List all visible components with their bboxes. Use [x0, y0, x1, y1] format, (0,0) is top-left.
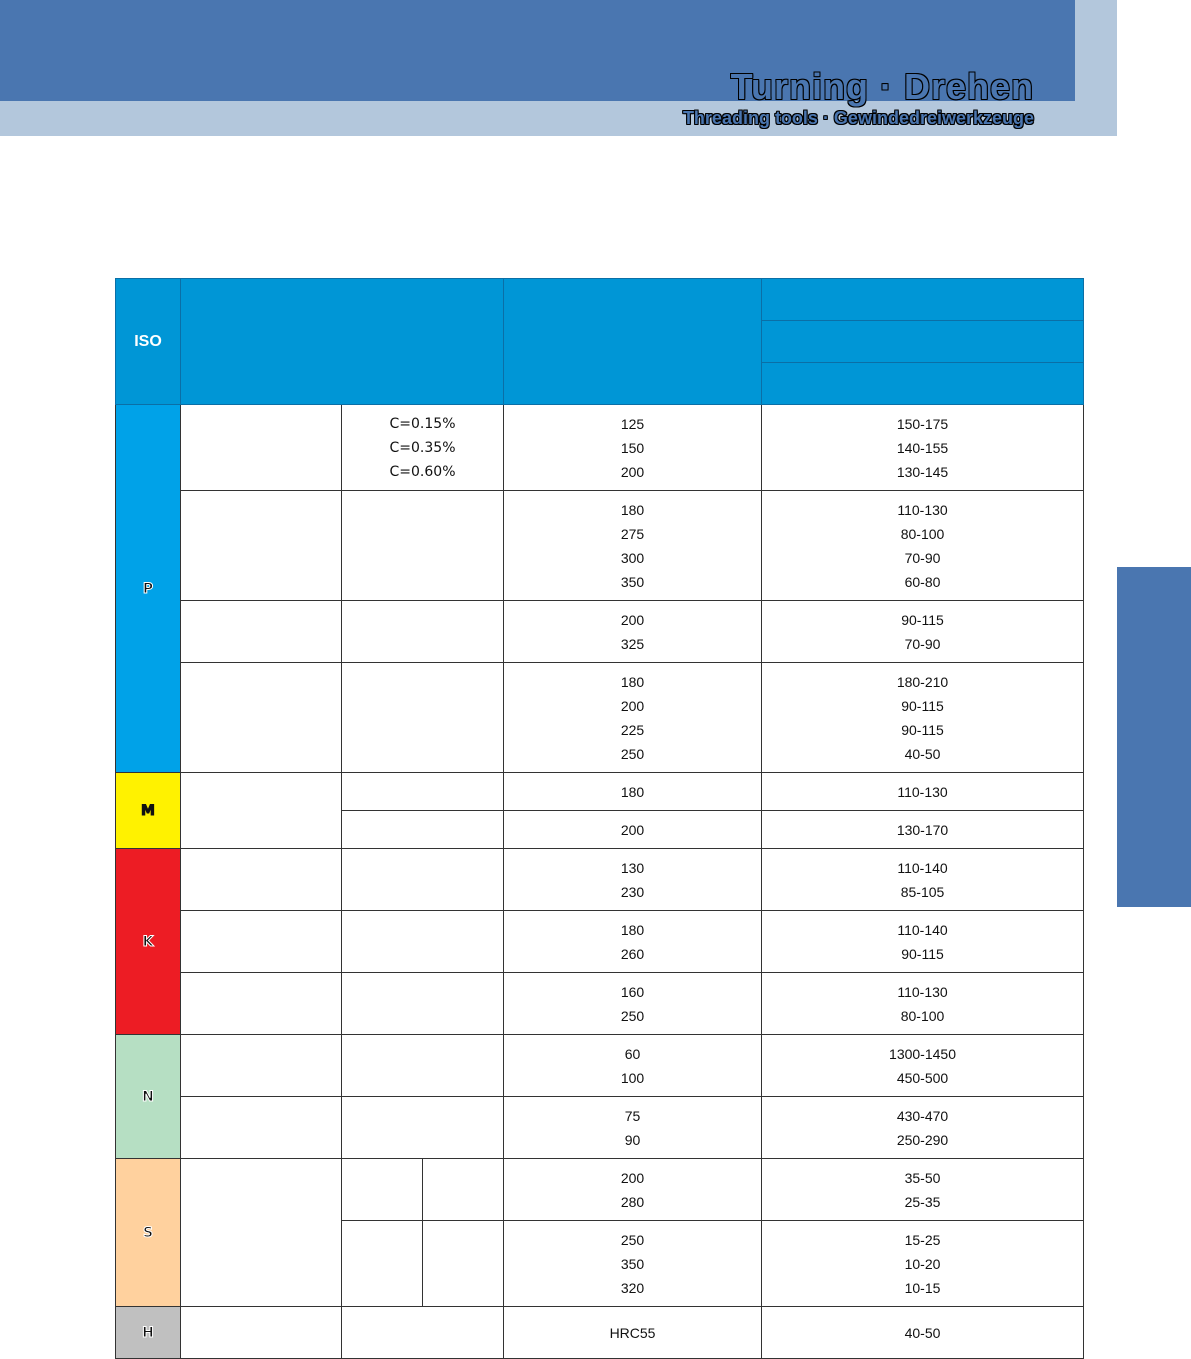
cell-value: 180-210: [896, 673, 949, 690]
table-row: [116, 405, 1084, 491]
cell-value: 35-50: [904, 1169, 941, 1186]
table-row: [116, 491, 1084, 601]
cell-value: 130-170: [896, 821, 949, 838]
condition-cell: [342, 811, 504, 849]
cell-value: 40-50: [904, 745, 941, 762]
cell-value: 90-115: [901, 611, 944, 628]
condition-cell: [423, 1221, 504, 1307]
condition-cell: [342, 773, 504, 811]
cell-value: C=0.35%: [389, 439, 456, 456]
speed-cell: [762, 849, 1084, 911]
cell-value: 60: [624, 1045, 641, 1062]
header-material: [181, 279, 504, 405]
hardness-cell: [504, 1307, 762, 1359]
condition-cell: [342, 1159, 423, 1221]
condition-cell: [342, 663, 504, 773]
iso-letter: K: [142, 933, 154, 950]
cell-value: 70-90: [904, 635, 941, 652]
hardness-cell: [504, 1097, 762, 1159]
speed-cell: [762, 1035, 1084, 1097]
table-row: [116, 773, 1084, 811]
condition-cell: [342, 601, 504, 663]
header-iso: ISO: [116, 279, 181, 405]
cell-value: 140-155: [896, 439, 949, 456]
table-row: [116, 911, 1084, 973]
material-cell: [181, 405, 342, 491]
cell-value: 10-20: [904, 1255, 941, 1272]
speed-cell: [762, 1097, 1084, 1159]
condition-cell: [342, 911, 504, 973]
hardness-cell: [504, 663, 762, 773]
cell-value: 325: [620, 635, 645, 652]
condition-cell: [342, 405, 504, 491]
cell-value: 300: [620, 549, 645, 566]
condition-cell: [342, 1035, 504, 1097]
cell-value: C=0.60%: [389, 463, 456, 480]
cell-value: 40-50: [904, 1324, 941, 1341]
cell-value: 125: [620, 415, 645, 432]
table-row: [116, 601, 1084, 663]
material-cell: [181, 1307, 342, 1359]
hardness-cell: [504, 849, 762, 911]
cell-value: 350: [620, 573, 645, 590]
cell-value: 130-145: [896, 463, 949, 480]
speed-cell: [762, 811, 1084, 849]
material-cell: [181, 911, 342, 973]
cell-value: 70-90: [904, 549, 941, 566]
speed-cell: [762, 405, 1084, 491]
cell-value: 250: [620, 1231, 645, 1248]
cell-value: 200: [620, 611, 645, 628]
cell-value: 180: [620, 673, 645, 690]
iso-group-p: [116, 405, 181, 773]
hardness-cell: [504, 405, 762, 491]
cell-value: 90: [624, 1131, 641, 1148]
iso-letter: S: [142, 1224, 154, 1241]
cell-value: C=0.15%: [389, 415, 456, 432]
iso-letter: M: [141, 802, 155, 819]
material-cell: [181, 1035, 342, 1097]
speed-cell: [762, 1307, 1084, 1359]
hardness-cell: [504, 601, 762, 663]
table-row: [116, 1035, 1084, 1097]
iso-group-k: [116, 849, 181, 1035]
cell-value: 130: [620, 859, 645, 876]
cell-value: 225: [620, 721, 645, 738]
cell-value: 250: [620, 745, 645, 762]
cell-value: 320: [620, 1279, 645, 1296]
cell-value: 250-290: [896, 1131, 949, 1148]
cell-value: 180: [620, 783, 645, 800]
speed-cell: [762, 1159, 1084, 1221]
iso-group-m: [116, 773, 181, 849]
material-cell: [181, 601, 342, 663]
cell-value: 200: [620, 463, 645, 480]
cutting-data-table: [115, 278, 1084, 1359]
iso-letter: H: [142, 1324, 154, 1341]
cell-value: 90-115: [901, 697, 944, 714]
cell-value: 10-15: [904, 1279, 941, 1296]
condition-cell: [423, 1159, 504, 1221]
cell-value: 200: [620, 1169, 645, 1186]
cell-value: 90-115: [901, 721, 944, 738]
iso-group-s: [116, 1159, 181, 1307]
page-subtitle: Threading tools · Gewindedreiwerkzeuge: [682, 108, 1034, 128]
cell-value: 280: [620, 1193, 645, 1210]
material-cell: [181, 973, 342, 1035]
material-cell: [181, 491, 342, 601]
cell-value: 60-80: [904, 573, 941, 590]
hardness-cell: [504, 773, 762, 811]
hardness-cell: [504, 491, 762, 601]
speed-cell: [762, 491, 1084, 601]
header-speed-1: [762, 279, 1084, 321]
cell-value: 90-115: [901, 945, 944, 962]
table-row: [116, 1159, 1084, 1221]
hardness-cell: [504, 811, 762, 849]
table-row: [116, 1307, 1084, 1359]
cell-value: 110-130: [897, 501, 948, 518]
material-cell: [181, 1097, 342, 1159]
iso-letter: N: [142, 1088, 154, 1105]
cell-value: 275: [620, 525, 645, 542]
speed-cell: [762, 1221, 1084, 1307]
cell-value: HRC55: [609, 1324, 656, 1341]
cell-value: 80-100: [900, 525, 945, 542]
cell-value: 15-25: [904, 1231, 941, 1248]
cell-value: 110-140: [897, 921, 948, 938]
speed-cell: [762, 973, 1084, 1035]
cell-value: 260: [620, 945, 645, 962]
table-row: [116, 973, 1084, 1035]
condition-cell: [342, 1307, 504, 1359]
cell-value: 350: [620, 1255, 645, 1272]
cell-value: 250: [620, 1007, 645, 1024]
material-cell: [181, 773, 342, 849]
material-cell: [181, 1159, 342, 1307]
material-cell: [181, 663, 342, 773]
cell-value: 110-140: [897, 859, 948, 876]
hardness-cell: [504, 1159, 762, 1221]
cell-value: 150: [620, 439, 645, 456]
header-speed-2: [762, 321, 1084, 363]
cell-value: 150-175: [896, 415, 949, 432]
hardness-cell: [504, 1035, 762, 1097]
header-hardness: [504, 279, 762, 405]
cell-value: 450-500: [896, 1069, 949, 1086]
iso-group-h: [116, 1307, 181, 1359]
cell-value: 1300-1450: [889, 1045, 956, 1062]
cell-value: 430-470: [896, 1107, 949, 1124]
cell-value: 25-35: [904, 1193, 941, 1210]
condition-cell: [342, 491, 504, 601]
table-row: [116, 663, 1084, 773]
cell-value: 160: [620, 983, 645, 1000]
speed-cell: [762, 773, 1084, 811]
cell-value: 200: [620, 821, 645, 838]
cell-value: 230: [620, 883, 645, 900]
material-cell: [181, 849, 342, 911]
header-speed-3: [762, 363, 1084, 405]
cell-value: 75: [624, 1107, 641, 1124]
condition-cell: [342, 849, 504, 911]
hardness-cell: [504, 911, 762, 973]
cell-value: 80-100: [900, 1007, 945, 1024]
side-tab: [1117, 567, 1191, 907]
speed-cell: [762, 911, 1084, 973]
hardness-cell: [504, 973, 762, 1035]
table-row: [116, 849, 1084, 911]
cell-value: 200: [620, 697, 645, 714]
hardness-cell: [504, 1221, 762, 1307]
speed-cell: [762, 663, 1084, 773]
page-title: Turning · Drehen: [730, 66, 1034, 107]
condition-cell: [342, 973, 504, 1035]
condition-cell: [342, 1221, 423, 1307]
cell-value: 110-130: [897, 983, 948, 1000]
condition-cell: [342, 1097, 504, 1159]
table-row: [116, 1097, 1084, 1159]
cell-value: 180: [620, 921, 645, 938]
cell-value: 180: [620, 501, 645, 518]
cell-value: 110-130: [897, 783, 948, 800]
cell-value: 85-105: [900, 883, 945, 900]
cell-value: 100: [620, 1069, 645, 1086]
iso-group-n: [116, 1035, 181, 1159]
iso-letter: P: [142, 580, 154, 597]
speed-cell: [762, 601, 1084, 663]
